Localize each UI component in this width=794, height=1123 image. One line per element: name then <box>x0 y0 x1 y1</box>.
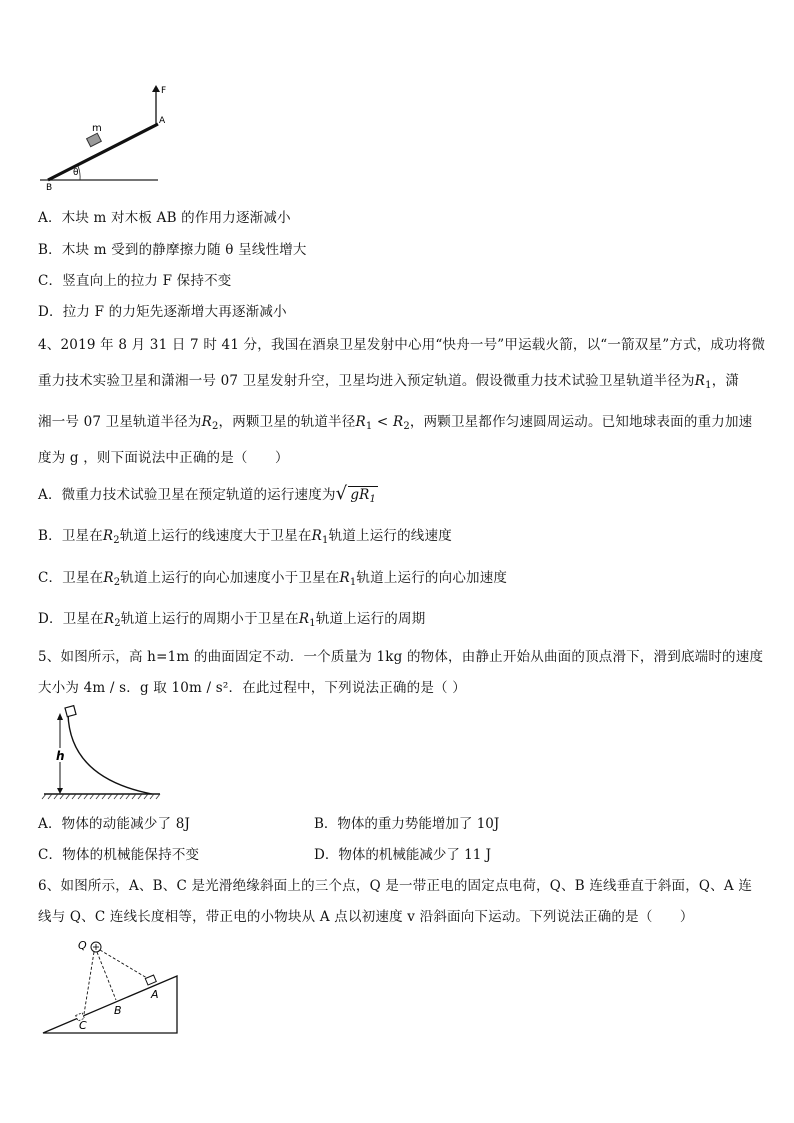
board-ab <box>48 124 158 180</box>
q5-option-a: A．物体的动能减少了 8J <box>38 816 191 832</box>
label-q: Q <box>78 939 87 952</box>
q3-option-d: D．拉力 F 的力矩先逐渐增大再逐渐减小 <box>38 304 287 320</box>
q5-option-b: B．物体的重力势能增加了 10J <box>314 816 500 832</box>
q4-option-c: C．卫星在$R_2$轨道上运行的向心加速度小于卫星在$R_1$轨道上运行的向心加速度 <box>38 570 508 588</box>
block-m <box>87 133 102 146</box>
label-a: A <box>159 116 166 126</box>
q3-figure <box>36 82 166 192</box>
q5-stem-line1: 5、如图所示，高 h=1m 的曲面固定不动．一个质量为 1kg 的物体，由静止开始从曲面的顶点滑下，滑到底端时的速度 <box>38 649 764 665</box>
label-b: B <box>46 183 53 192</box>
arrow-down-icon <box>57 788 63 794</box>
q3-option-a: A．木块 m 对木板 AB 的作用力逐渐减小 <box>38 210 291 226</box>
label-a: A <box>151 988 159 1001</box>
label-c: C <box>79 1019 87 1032</box>
q4-option-a: A．微重力技术试验卫星在预定轨道的运行速度为√ $gR_1$ <box>38 483 377 505</box>
q4-stem-line2: 重力技术实验卫星和潇湘一号 07 卫星发射升空，卫星均进入预定轨道。假设微重力技术试验卫星轨道半径为$R_1$，潇 <box>38 373 740 391</box>
q4-stem-line3: 湘一号 07 卫星轨道半径为$R_2$，两颗卫星的轨道半径$R_1 < R_2$，两颗卫星都作匀速圆周运动。已知地球表面的重力加速 <box>38 414 753 432</box>
object-block <box>65 706 76 717</box>
small-block <box>145 975 156 985</box>
label-theta: θ <box>73 168 79 178</box>
q4-option-d: D．卫星在$R_2$轨道上运行的周期小于卫星在$R_1$轨道上运行的周期 <box>38 611 426 629</box>
q5-figure <box>40 700 165 802</box>
label-m: m <box>92 123 102 134</box>
q6-stem-line2: 线与 Q、C 连线长度相等，带正电的小物块从 A 点以初速度 v 沿斜面向下运动。下列说法正确的是（ ） <box>38 909 694 925</box>
label-f: F <box>161 86 166 96</box>
arrow-head-icon <box>152 85 160 92</box>
q4-stem-line4: 度为 g ，则下面说法中正确的是（ ） <box>38 450 289 466</box>
q4-option-b: B．卫星在$R_2$轨道上运行的线速度大于卫星在$R_1$轨道上运行的线速度 <box>38 528 452 546</box>
label-h: h <box>56 749 65 763</box>
q5-option-c: C．物体的机械能保持不变 <box>38 847 200 863</box>
curved-surface <box>68 714 152 794</box>
q3-option-c: C．竖直向上的拉力 F 保持不变 <box>38 273 232 289</box>
q3-option-b: B．木块 m 受到的静摩擦力随 θ 呈线性增大 <box>38 242 307 258</box>
q4-stem-line1: 4、2019 年 8 月 31 日 7 时 41 分，我国在酒泉卫星发射中心用“快舟一号”甲运载火箭，以“一箭双星”方式，成功将微 <box>38 337 766 353</box>
q5-option-d: D．物体的机械能减少了 11 J <box>314 847 491 863</box>
arrow-up-icon <box>57 713 63 720</box>
label-b: B <box>114 1004 122 1017</box>
q6-stem-line1: 6、如图所示，A、B、C 是光滑绝缘斜面上的三个点，Q 是一带正电的固定点电荷，Q、B 连线垂直于斜面，Q、A 连 <box>38 878 753 894</box>
q6-figure <box>40 934 185 1040</box>
q5-stem-line2: 大小为 4m / s．g 取 10m / s²．在此过程中，下列说法正确的是（ ） <box>38 680 466 696</box>
